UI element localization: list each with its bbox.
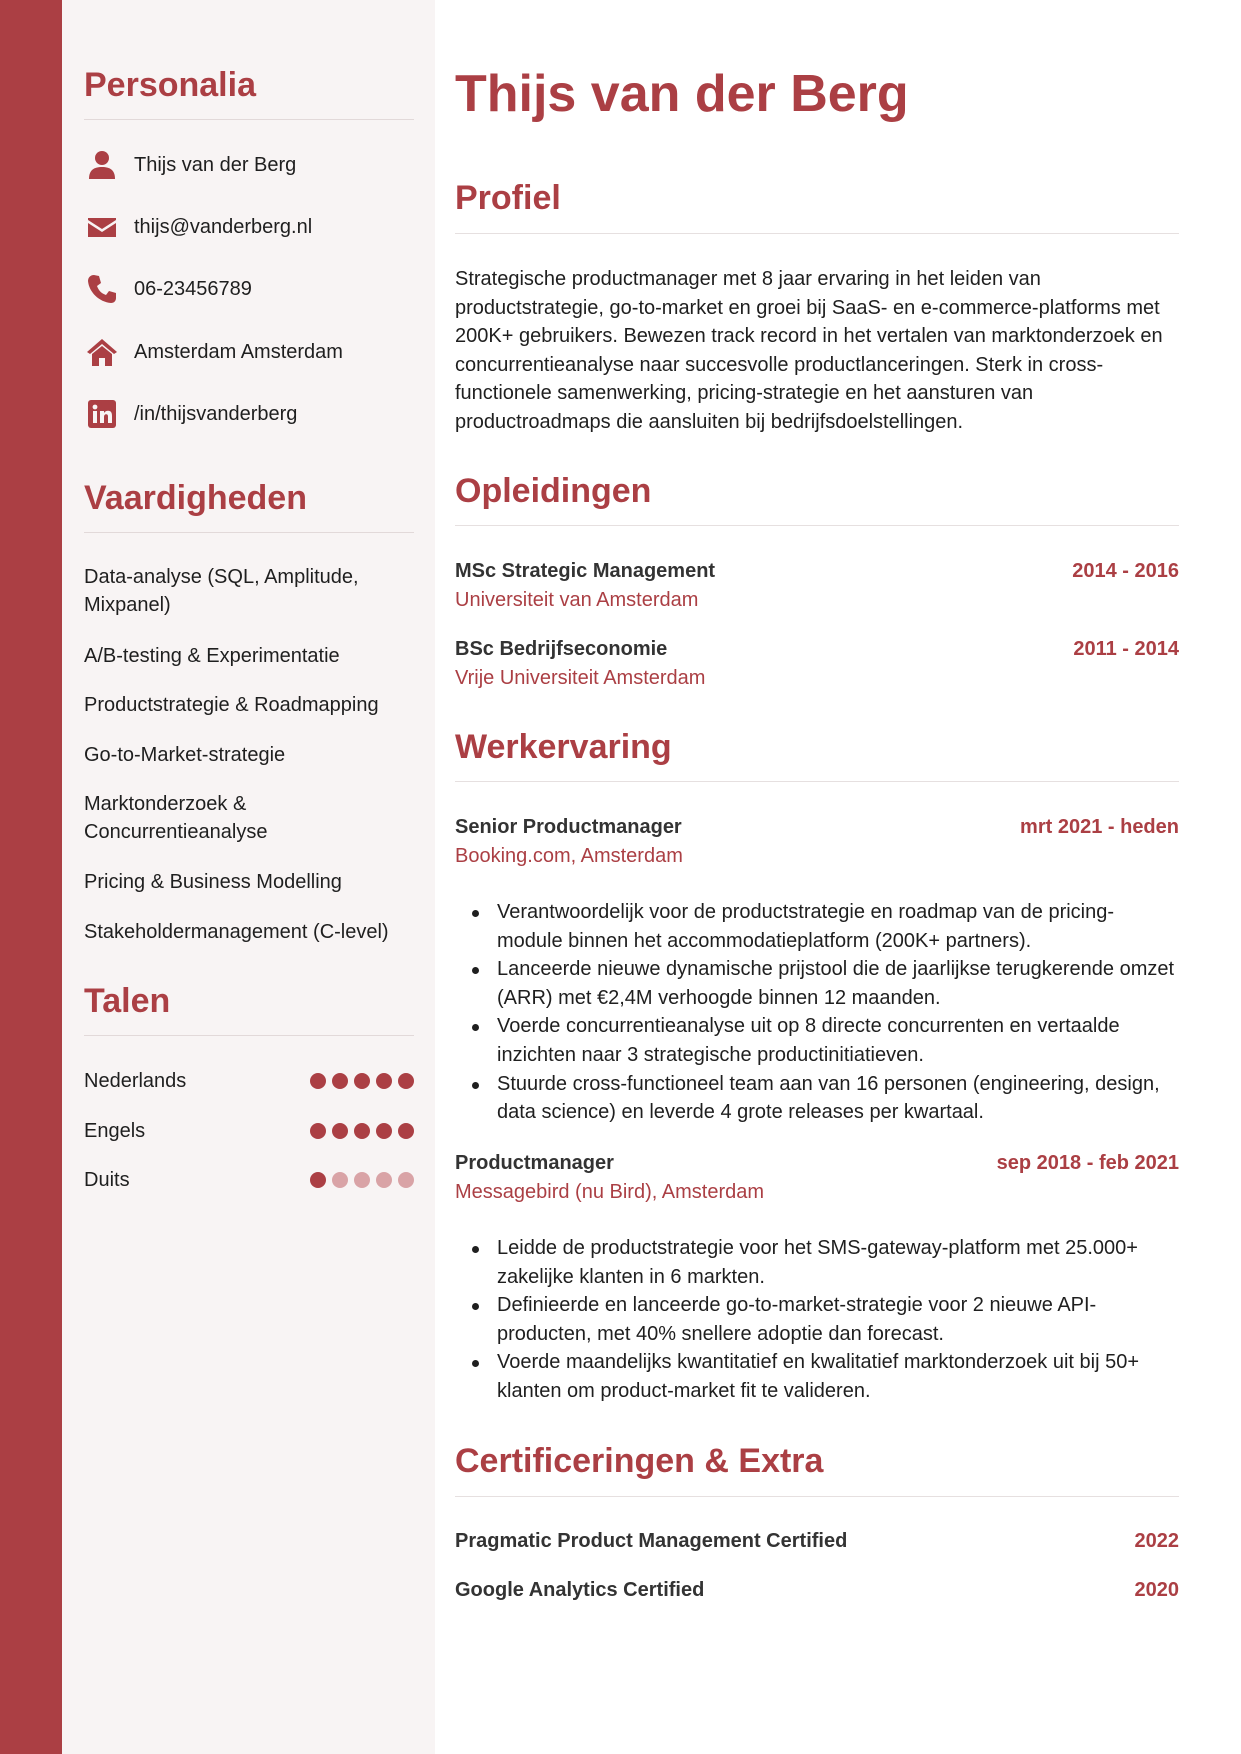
contact-linkedin-text[interactable]: /in/thijsvanderberg (134, 402, 298, 425)
skills-heading: Vaardigheden (84, 479, 307, 517)
job-title: Senior Productmanager (455, 816, 682, 838)
level-dot-filled (332, 1123, 348, 1139)
job-bullets (455, 898, 1179, 1127)
sidebar (62, 0, 435, 1754)
languages-heading: Talen (84, 982, 171, 1020)
language-row (84, 1165, 414, 1195)
level-dot-filled (354, 1073, 370, 1089)
language-level-dots (310, 1172, 414, 1188)
job-title: Productmanager (455, 1152, 614, 1174)
level-dot-filled (354, 1123, 370, 1139)
contact-address (84, 332, 414, 372)
user-icon (84, 147, 120, 183)
job-bullet: Verantwoordelijk voor de productstrategie en roadmap van de pricing-module binnen het accommodatieplatform (200K+ partners). (455, 898, 1179, 955)
education-title: MSc Strategic Management (455, 560, 716, 582)
education-entry (455, 560, 1179, 612)
skill-item: Stakeholdermanagement (C-level) (84, 921, 389, 943)
education-entry (455, 638, 1179, 690)
education-institution: Vrije Universiteit Amsterdam (455, 667, 706, 689)
education-date: 2011 - 2014 (1073, 638, 1179, 660)
level-dot-filled (310, 1172, 326, 1188)
skill-item: Pricing & Business Modelling (84, 871, 342, 893)
contact-name (84, 145, 414, 185)
level-dot-empty (332, 1172, 348, 1188)
skill-item: A/B-testing & Experimentatie (84, 645, 340, 667)
language-name: Duits (84, 1168, 130, 1191)
level-dot-empty (354, 1172, 370, 1188)
language-name: Nederlands (84, 1069, 187, 1092)
level-dot-filled (310, 1073, 326, 1089)
certifications-divider (455, 1496, 1179, 1497)
level-dot-empty (398, 1172, 414, 1188)
home-icon (84, 334, 120, 370)
level-dot-filled (332, 1073, 348, 1089)
accent-bar (0, 0, 62, 1754)
personalia-heading: Personalia (84, 66, 256, 104)
contact-phone[interactable] (84, 269, 414, 309)
job-date: sep 2018 - feb 2021 (996, 1152, 1179, 1174)
job-company: Booking.com, Amsterdam (455, 845, 683, 867)
certification-year: 2022 (1134, 1530, 1179, 1552)
education-heading: Opleidingen (455, 472, 652, 510)
experience-entry (455, 1152, 1179, 1204)
level-dot-filled (310, 1123, 326, 1139)
job-bullet: Definieerde en lanceerde go-to-market-strategie voor 2 nieuwe API-producten, met 40% snellere adoptie dan forecast. (455, 1291, 1179, 1348)
linkedin-icon (84, 396, 120, 432)
education-institution: Universiteit van Amsterdam (455, 589, 699, 611)
job-bullet: Leidde de productstrategie voor het SMS-gateway-platform met 25.000+ zakelijke klanten in 6 markten. (455, 1234, 1179, 1291)
envelope-icon (84, 209, 120, 245)
skill-item: Productstrategie & Roadmapping (84, 694, 379, 716)
skill-item: Marktonderzoek & Concurrentieanalyse (84, 793, 268, 843)
profile-heading: Profiel (455, 179, 561, 217)
skills-divider (84, 532, 414, 533)
level-dot-filled (398, 1073, 414, 1089)
language-level-dots (310, 1123, 414, 1139)
job-company: Messagebird (nu Bird), Amsterdam (455, 1181, 765, 1203)
skill-item: Go-to-Market-strategie (84, 744, 286, 766)
contact-email[interactable] (84, 207, 414, 247)
language-row (84, 1116, 414, 1146)
profile-divider (455, 233, 1179, 234)
certification-entry (455, 1530, 1179, 1553)
personalia-divider (84, 119, 414, 120)
contact-email-text[interactable]: thijs@vanderberg.nl (134, 215, 313, 238)
experience-entry (455, 816, 1179, 868)
job-bullets (455, 1234, 1179, 1406)
contact-address-text: Amsterdam Amsterdam (134, 340, 343, 363)
job-bullet: Voerde concurrentieanalyse uit op 8 directe concurrenten en vertaalde inzichten naar 3 strategische productinitiatieven. (455, 1012, 1179, 1069)
main-content (455, 0, 1179, 1754)
education-date: 2014 - 2016 (1072, 560, 1179, 582)
job-date: mrt 2021 - heden (1020, 816, 1179, 838)
certification-title: Google Analytics Certified (455, 1579, 705, 1601)
certification-title: Pragmatic Product Management Certified (455, 1530, 848, 1552)
experience-divider (455, 781, 1179, 782)
job-bullet: Voerde maandelijks kwantitatief en kwalitatief marktonderzoek uit bij 50+ klanten om product-market fit te valideren. (455, 1348, 1179, 1405)
level-dot-filled (376, 1123, 392, 1139)
contact-linkedin[interactable] (84, 394, 414, 434)
language-name: Engels (84, 1119, 146, 1142)
profile-text: Strategische productmanager met 8 jaar ervaring in het leiden van productstrategie, go-to-market en groei bij SaaS- en e-commerce-platforms met 200K+ gebruikers. Bewezen track record in het vertalen van marktonderzoek en concurrentieanalyse naar succesvolle productlanceringen. Sterk in cross-functionele samenwerking, pricing-strategie en het aansturen van productroadmaps die aansluiten bij bedrijfsdoelstellingen. (455, 268, 1163, 433)
experience-heading: Werkervaring (455, 728, 672, 766)
contact-phone-text[interactable]: 06-23456789 (134, 277, 252, 300)
certification-entry (455, 1579, 1179, 1602)
phone-icon (84, 271, 120, 307)
languages-divider (84, 1035, 414, 1036)
language-level-dots (310, 1073, 414, 1089)
language-row (84, 1066, 414, 1096)
education-divider (455, 525, 1179, 526)
level-dot-filled (398, 1123, 414, 1139)
contact-name-text: Thijs van der Berg (134, 153, 297, 176)
candidate-name: Thijs van der Berg (455, 65, 909, 123)
level-dot-empty (376, 1172, 392, 1188)
certifications-heading: Certificeringen & Extra (455, 1442, 824, 1480)
job-bullet: Stuurde cross-functioneel team aan van 16 personen (engineering, design, data science) en leverde 4 grote releases per kwartaal. (455, 1070, 1179, 1127)
job-bullet: Lanceerde nieuwe dynamische prijstool die de jaarlijkse terugkerende omzet (ARR) met €2,4M verhoogde binnen 12 maanden. (455, 955, 1179, 1012)
certification-year: 2020 (1134, 1579, 1179, 1601)
skill-item: Data-analyse (SQL, Amplitude, Mixpanel) (84, 566, 359, 616)
level-dot-filled (376, 1073, 392, 1089)
education-title: BSc Bedrijfseconomie (455, 638, 668, 660)
